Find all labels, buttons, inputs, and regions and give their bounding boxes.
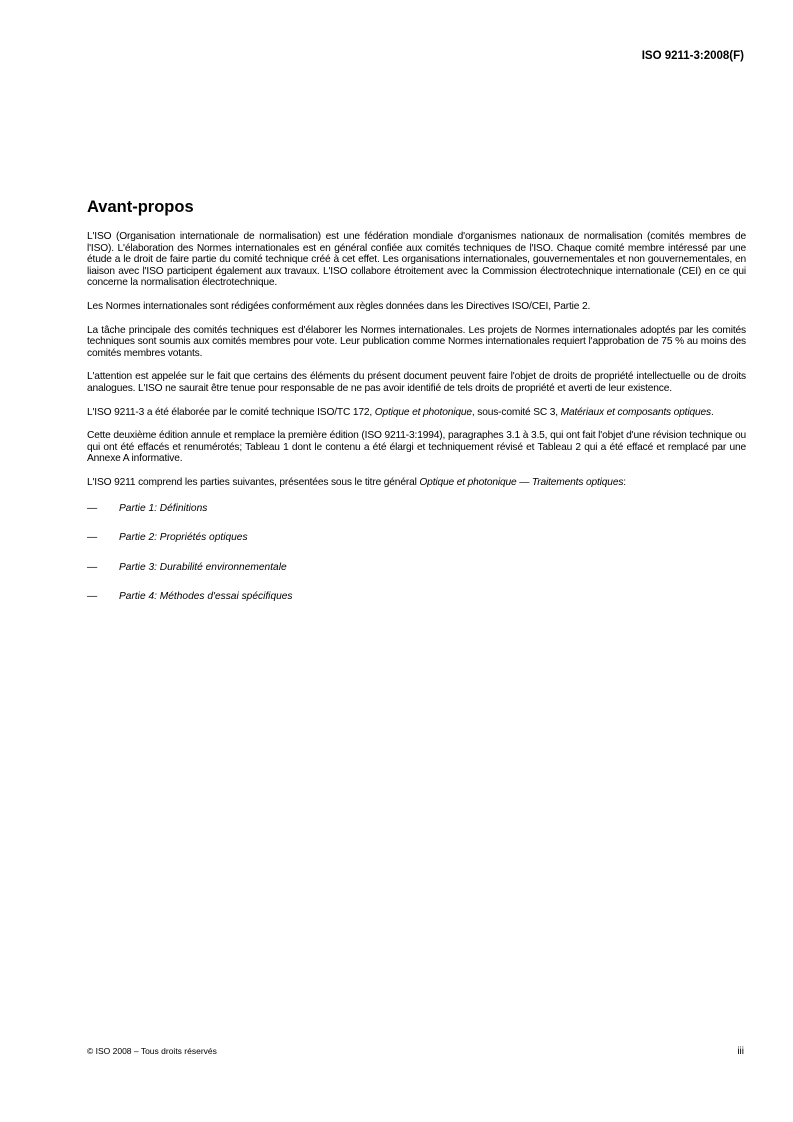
list-item-text: Partie 1: Définitions xyxy=(119,502,208,514)
dash-bullet: — xyxy=(87,532,98,544)
paragraph: Cette deuxième édition annule et remplace la première édition (ISO 9211-3:1994), paragraphes 3.1 à 3.5, qui ont fait l'objet d'une révision technique ou qui ont été effacés et renumérotés; Tableau 1 dont le contenu a été élargi et techniquement révisé et Tableau 2 qui a été effacé et remplacé par une Annexe A informative. xyxy=(87,430,746,465)
page-title: Avant-propos xyxy=(87,198,194,216)
text: : xyxy=(623,476,626,488)
paragraph-parts-intro xyxy=(87,477,746,489)
list-item xyxy=(87,532,746,544)
text: . xyxy=(710,406,714,418)
list-item xyxy=(87,562,746,574)
text: L'ISO 9211-3 a été élaborée par le comité technique ISO/TC 172, xyxy=(87,406,375,418)
copyright: © ISO 2008 – Tous droits réservés xyxy=(87,1046,217,1056)
page-footer xyxy=(87,1046,744,1057)
text-italic: Optique et photonique xyxy=(374,406,472,418)
paragraph: Les Normes internationales sont rédigées conformément aux règles données dans les Directives ISO/CEI, Partie 2. xyxy=(87,300,591,312)
foreword-section xyxy=(87,198,746,621)
text-italic: Optique et photonique — Traitements optiques xyxy=(419,476,624,488)
paragraph: L'ISO (Organisation internationale de normalisation) est une fédération mondiale d'organismes nationaux de normalisation (comités membres de l'ISO). L'élaboration des Normes internationales est en général confiée aux comités techniques de l'ISO. Chaque comité membre intéressé par une étude a le droit de faire partie du comité technique créé à cet effet. Les organisations internationales, gouvernementales et non gouvernementales, en liaison avec l'ISO participent également aux travaux. L'ISO collabore étroitement avec la Commission électrotechnique internationale (CEI) en ce qui concerne la normalisation électrotechnique. xyxy=(87,231,746,289)
list-item-text: Partie 4: Méthodes d'essai spécifiques xyxy=(119,591,293,603)
list-item xyxy=(87,503,746,515)
paragraph-committee xyxy=(87,407,746,419)
list-item xyxy=(87,591,746,603)
dash-bullet: — xyxy=(87,591,98,603)
document-id-header: ISO 9211-3:2008(F) xyxy=(641,50,744,62)
dash-bullet: — xyxy=(87,502,98,514)
dash-bullet: — xyxy=(87,561,98,573)
text: L'ISO 9211 comprend les parties suivantes, présentées sous le titre général xyxy=(87,476,420,488)
list-item-text: Partie 3: Durabilité environnementale xyxy=(119,561,287,573)
list-item-text: Partie 2: Propriétés optiques xyxy=(119,532,248,544)
paragraph: La tâche principale des comités techniques est d'élaborer les Normes internationales. Les projets de Normes internationales adoptés par les comités techniques sont soumis aux comités membres pour vote. Leur publication comme Normes internationales requiert l'approbation de 75 % au moins des comités membres votants. xyxy=(87,324,746,359)
page-number: iii xyxy=(737,1046,744,1057)
text: , sous-comité SC 3, xyxy=(471,406,561,418)
text-italic: Matériaux et composants optiques xyxy=(560,406,711,418)
paragraph: L'attention est appelée sur le fait que certains des éléments du présent document peuvent faire l'objet de droits de propriété intellectuelle ou de droits analogues. L'ISO ne saurait être tenue pour responsable de ne pas avoir identifié de tels droits de propriété et averti de leur existence. xyxy=(87,371,746,394)
